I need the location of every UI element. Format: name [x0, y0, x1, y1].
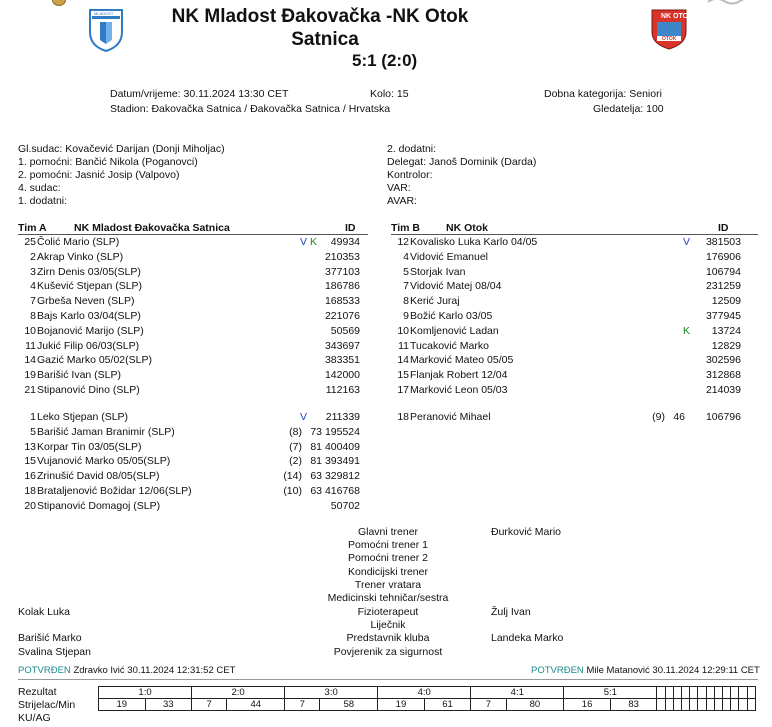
scorer-cell: 19: [378, 699, 425, 711]
captain-mark: K: [310, 236, 318, 248]
player-number: 18: [24, 485, 36, 497]
staff-role: Povjerenik za sigurnost: [333, 646, 443, 658]
scorer-cell: 83: [610, 699, 657, 711]
scorer-row: [99, 699, 756, 711]
player-number: 17: [397, 384, 409, 396]
player-number: 2: [30, 250, 36, 263]
score-cell: 1:0: [99, 687, 192, 699]
player-name: Čolić Mario (SLP): [37, 236, 120, 248]
player-name: Leko Stjepan (SLP): [37, 411, 129, 423]
captain-mark: K: [683, 324, 691, 337]
match-round: Kolo: 15: [370, 88, 409, 100]
player-row: [391, 324, 758, 339]
player-number: 12: [397, 236, 409, 248]
substituted-player: (7): [289, 440, 302, 453]
player-id: 176906: [705, 250, 741, 263]
staff-role: Liječnik: [370, 619, 406, 631]
player-name: Bajs Karlo 03/04(SLP): [37, 310, 141, 322]
away-confirmation-text: Mile Matanović 30.11.2024 12:29:11 CET: [586, 665, 760, 676]
player-number: 14: [24, 354, 36, 367]
substituted-player: (10): [283, 485, 302, 497]
official-line: AVAR:: [387, 195, 417, 207]
empty-cell: [731, 687, 739, 699]
player-id: 329812: [324, 470, 360, 483]
player-id: 221076: [324, 310, 360, 322]
player-name: Akrap Vinko (SLP): [37, 250, 124, 263]
away-physio: Žulj Ivan: [491, 606, 531, 618]
player-name: Zrinušić David 08/05(SLP): [37, 470, 160, 483]
match-score: 5:1 (2:0): [352, 51, 418, 70]
player-row: [18, 499, 368, 514]
substitution-minute: 63: [310, 485, 322, 497]
player-id: 49934: [330, 236, 360, 248]
player-name: Vujanović Marko 05/05(SLP): [37, 455, 171, 468]
player-number: 20: [24, 499, 36, 512]
player-number: 16: [24, 470, 36, 483]
away-representative: Landeka Marko: [491, 632, 564, 644]
score-row: [99, 687, 756, 699]
empty-cell: [657, 699, 665, 711]
player-id: 416768: [324, 485, 360, 497]
player-number: 10: [24, 324, 36, 337]
player-id: 168533: [324, 295, 360, 308]
player-row: [18, 250, 368, 265]
official-line: 2. pomoćni: Jasnić Josip (Valpovo): [18, 169, 180, 181]
away-logo-subtext: OTOK: [662, 36, 677, 42]
player-row: [391, 410, 758, 425]
scorer-cell: 7: [192, 699, 227, 711]
empty-cell: [714, 699, 722, 711]
player-name: Storjak Ivan: [410, 265, 466, 278]
player-number: 11: [398, 339, 409, 352]
scorer-cell: 58: [320, 699, 378, 711]
home-physio: Kolak Luka: [18, 606, 70, 618]
empty-cell: [739, 699, 747, 711]
player-id: 343697: [324, 339, 360, 352]
player-number: 5: [30, 425, 36, 438]
player-number: 13: [24, 440, 36, 453]
scorer-label: Strijelac/Min: [18, 699, 76, 711]
player-number: 8: [403, 295, 409, 308]
player-number: 11: [25, 339, 36, 352]
player-number: 19: [24, 369, 36, 382]
player-name: Flanjak Robert 12/04: [410, 369, 508, 382]
substituted-player: (14): [283, 470, 302, 483]
results-table: [98, 686, 756, 711]
player-id: 381503: [705, 236, 741, 248]
player-number: 18: [397, 411, 409, 423]
staff-role: Pomoćni trener 2: [348, 552, 428, 564]
scorer-cell: 19: [99, 699, 146, 711]
player-id: 106794: [705, 265, 741, 278]
team-a-id-header: ID: [345, 222, 356, 234]
player-name: Kušević Stjepan (SLP): [37, 280, 143, 293]
staff-role: Pomoćni trener 1: [348, 539, 428, 551]
empty-cell: [698, 699, 706, 711]
player-name: Jukić Filip 06/03(SLP): [37, 339, 140, 352]
substitution-minute: 81: [310, 440, 322, 453]
player-name: Zirn Denis 03/05(SLP): [37, 265, 141, 278]
goalkeeper-mark: V: [683, 236, 691, 248]
player-id: 142000: [324, 369, 360, 382]
substituted-player: (8): [289, 425, 302, 438]
team-b-id-header: ID: [718, 222, 729, 234]
player-name: Gazić Marko 05/02(SLP): [37, 354, 152, 367]
team-b-label: Tim B: [391, 222, 420, 234]
player-id: 377103: [324, 265, 360, 278]
player-name: Kerić Juraj: [410, 295, 460, 308]
top-right-decoration-icon: [706, 0, 754, 6]
empty-cell: [747, 687, 755, 699]
player-name: Korpar Tin 03/05(SLP): [37, 440, 142, 453]
player-row: [18, 410, 368, 425]
player-row: [391, 265, 758, 280]
player-id: 112163: [325, 384, 360, 396]
home-club-logo: [86, 6, 126, 52]
player-id: 383351: [324, 354, 360, 367]
empty-cell: [731, 699, 739, 711]
player-row: [18, 469, 368, 484]
player-name: Stipanović Dino (SLP): [37, 384, 140, 396]
staff-role: Trener vratara: [354, 579, 422, 591]
official-line: 1. dodatni:: [18, 195, 68, 207]
player-id: 211339: [325, 411, 360, 423]
player-id: 50702: [330, 499, 360, 512]
player-name: Brataljenović Božidar 12/06(SLP): [37, 485, 192, 497]
empty-cell: [698, 687, 706, 699]
player-number: 15: [397, 369, 409, 382]
empty-cell: [706, 687, 714, 699]
substitution-minute: 73: [310, 425, 322, 438]
away-club-logo: [650, 8, 694, 50]
substituted-player: (2): [289, 455, 302, 468]
player-id: 12509: [711, 295, 741, 308]
player-id: 13724: [711, 324, 741, 337]
score-cell: 4:1: [471, 687, 564, 699]
home-security-officer: Svalina Stjepan: [18, 646, 91, 658]
empty-cell: [657, 687, 665, 699]
player-id: 393491: [324, 455, 360, 468]
result-label: Rezultat: [18, 686, 57, 698]
empty-cell: [723, 687, 731, 699]
player-id: 231259: [705, 280, 741, 293]
player-row: [18, 353, 368, 368]
empty-cell: [723, 699, 731, 711]
player-name: Peranović Mihael: [410, 411, 491, 423]
empty-cell: [690, 699, 698, 711]
official-line: Kontrolor:: [387, 169, 433, 181]
team-a-name: NK Mladost Đakovačka Satnica: [74, 222, 230, 234]
stadium: Stadion: Đakovačka Satnica / Đakovačka Satnica / Hrvatska: [110, 103, 391, 115]
player-number: 1: [30, 411, 36, 423]
home-confirmation-text: Zdravko Ivić 30.11.2024 12:31:52 CET: [73, 665, 236, 676]
player-id: 12829: [711, 339, 741, 352]
home-confirmation: [18, 665, 235, 676]
official-line: VAR:: [387, 182, 411, 194]
player-row: [18, 454, 368, 469]
score-cell: 3:0: [285, 687, 378, 699]
player-name: Grbeša Neven (SLP): [37, 295, 135, 308]
player-row: [18, 440, 368, 455]
empty-cell: [706, 699, 714, 711]
player-id: 195524: [324, 425, 360, 438]
player-row: [391, 294, 758, 309]
player-row: [18, 235, 368, 250]
scorer-cell: 16: [564, 699, 611, 711]
empty-cell: [673, 687, 681, 699]
player-id: 214039: [705, 384, 741, 396]
player-name: Komljenović Ladan: [410, 324, 499, 337]
player-row: [391, 383, 758, 398]
player-number: 7: [30, 295, 36, 308]
player-id: 400409: [324, 440, 360, 453]
player-number: 14: [397, 354, 409, 367]
substitution-minute: 46: [673, 411, 685, 423]
player-id: 377945: [705, 310, 741, 322]
player-row: [391, 235, 758, 250]
staff-role: Medicinski tehničar/sestra: [327, 592, 449, 604]
staff-role: Fizioterapeut: [357, 606, 419, 618]
cards-label: KU/AG: [18, 712, 51, 724]
official-line: Gl.sudac: Kovačević Darijan (Donji Miholjac): [18, 143, 225, 155]
player-number: 8: [30, 310, 36, 322]
staff-role: Glavni trener: [357, 526, 419, 538]
away-logo-text: NK OTOK: [661, 13, 694, 20]
player-name: Vidović Emanuel: [410, 250, 489, 263]
empty-cell: [681, 699, 689, 711]
corner-mark-icon: [52, 0, 66, 6]
player-name: Stipanović Domagoj (SLP): [37, 499, 161, 512]
empty-cell: [681, 687, 689, 699]
staff-role: Kondicijski trener: [348, 566, 428, 578]
player-row: [18, 324, 368, 339]
player-name: Božić Karlo 03/05: [410, 310, 493, 322]
empty-cell: [747, 699, 755, 711]
empty-cell: [714, 687, 722, 699]
player-row: [18, 339, 368, 354]
player-id: 302596: [705, 354, 741, 367]
official-line: 1. pomoćni: Bančić Nikola (Poganovci): [18, 156, 198, 168]
player-name: Vidović Matej 08/04: [410, 280, 502, 293]
away-head-coach: Đurković Mario: [491, 526, 562, 538]
player-number: 25: [24, 236, 36, 248]
team-b-name: NK Otok: [446, 222, 488, 234]
match-title: NK Mladost Đakovačka -NK Otok: [171, 6, 469, 27]
substitution-minute: 63: [310, 470, 322, 483]
scorer-cell: 61: [424, 699, 471, 711]
player-name: Bojanović Marijo (SLP): [37, 324, 144, 337]
player-number: 9: [403, 310, 409, 322]
player-number: 4: [403, 250, 409, 263]
empty-cell: [739, 687, 747, 699]
player-row: [18, 425, 368, 440]
player-row: [18, 309, 368, 324]
player-name: Barišić Ivan (SLP): [37, 369, 122, 382]
player-row: [391, 309, 758, 324]
player-number: 10: [397, 324, 409, 337]
player-id: 186786: [324, 280, 360, 293]
player-id: 106796: [705, 411, 741, 423]
player-row: [18, 383, 368, 398]
player-row: [18, 265, 368, 280]
official-line: Delegat: Janoš Dominik (Darda): [387, 156, 537, 168]
player-name: Barišić Jaman Branimir (SLP): [37, 425, 175, 438]
empty-cell: [665, 699, 673, 711]
player-number: 4: [30, 280, 36, 293]
scorer-cell: 44: [227, 699, 285, 711]
substitution-minute: 81: [310, 455, 322, 468]
player-number: 5: [403, 265, 409, 278]
page-subtitle: Satnica: [291, 29, 359, 50]
player-row: [391, 279, 758, 294]
player-row: [18, 368, 368, 383]
scorer-cell: 80: [506, 699, 564, 711]
player-row: [391, 368, 758, 383]
confirmed-status: POTVRĐEN: [18, 665, 71, 676]
official-line: 4. sudac:: [18, 182, 61, 194]
scorer-cell: 7: [471, 699, 506, 711]
match-datetime: Datum/vrijeme: 30.11.2024 13:30 CET: [110, 88, 289, 100]
player-name: Marković Leon 05/03: [410, 384, 508, 396]
player-row: [18, 484, 368, 499]
player-row: [391, 339, 758, 354]
team-a-label: Tim A: [18, 222, 47, 234]
player-name: Tucaković Marko: [410, 339, 489, 352]
player-number: 15: [24, 455, 36, 468]
spectators: Gledatelja: 100: [593, 103, 664, 115]
score-cell: 2:0: [192, 687, 285, 699]
empty-cell: [673, 699, 681, 711]
player-row: [18, 279, 368, 294]
player-number: 7: [403, 280, 409, 293]
player-number: 3: [30, 265, 36, 278]
home-representative: Barišić Marko: [18, 632, 82, 644]
player-row: [391, 250, 758, 265]
player-number: 21: [24, 384, 36, 396]
age-category: Dobna kategorija: Seniori: [544, 88, 662, 100]
substituted-player: (9): [652, 411, 665, 423]
player-name: Kovalisko Luka Karlo 04/05: [410, 236, 538, 248]
goalkeeper-mark: V: [300, 236, 308, 248]
empty-cell: [665, 687, 673, 699]
scorer-cell: 33: [145, 699, 192, 711]
empty-cell: [690, 687, 698, 699]
score-cell: 5:1: [564, 687, 657, 699]
goalkeeper-mark: V: [300, 411, 308, 423]
away-confirmation: [531, 665, 760, 676]
confirmed-status: POTVRĐEN: [531, 665, 584, 676]
staff-role: Predstavnik kluba: [346, 632, 430, 644]
player-row: [18, 294, 368, 309]
home-logo-text: MLADOST: [94, 11, 114, 16]
player-id: 312868: [705, 369, 741, 382]
player-name: Marković Mateo 05/05: [410, 354, 514, 367]
official-line: 2. dodatni:: [387, 143, 437, 155]
player-id: 210353: [324, 250, 360, 263]
player-id: 50569: [330, 324, 360, 337]
score-cell: 4:0: [378, 687, 471, 699]
confirmation-divider: [18, 679, 758, 680]
scorer-cell: 7: [285, 699, 320, 711]
player-row: [391, 353, 758, 368]
